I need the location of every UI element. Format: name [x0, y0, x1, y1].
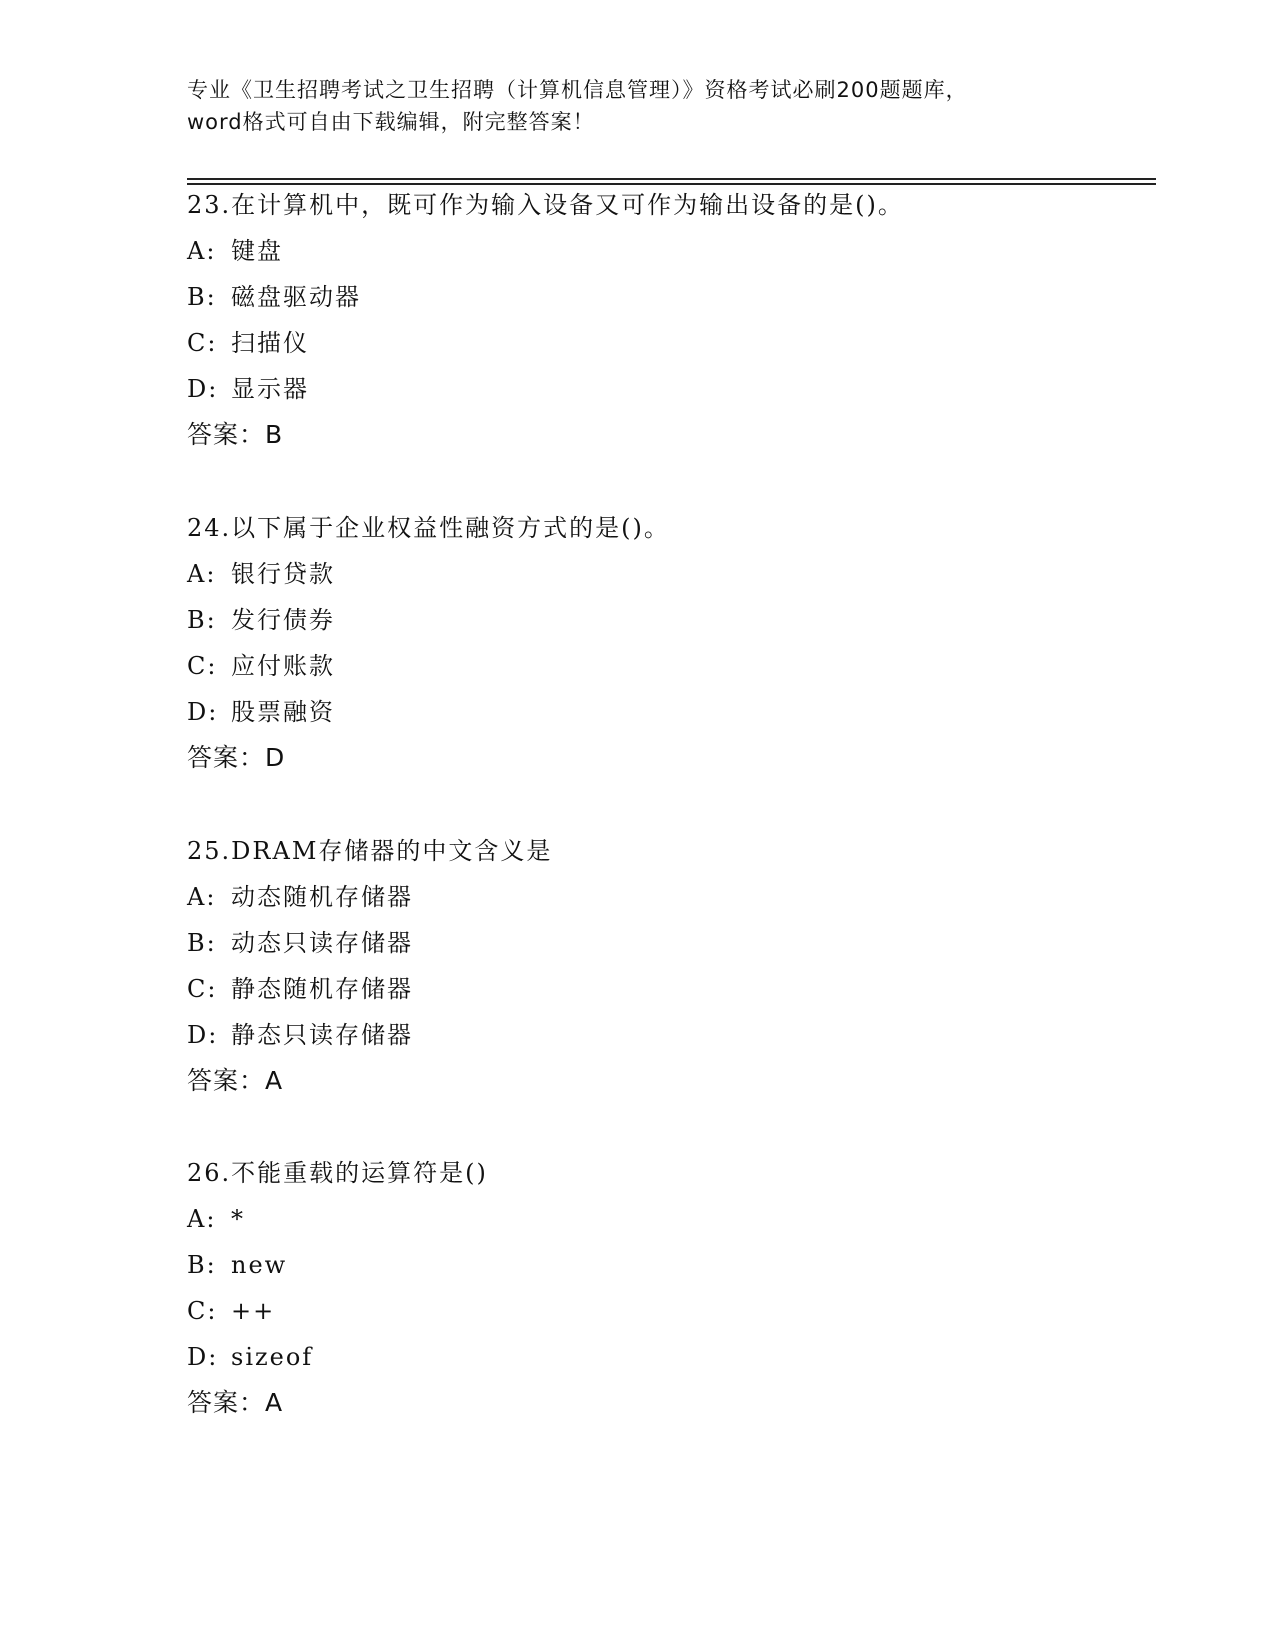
option-c [187, 643, 1147, 689]
option-label: A: [187, 237, 217, 265]
option-text: 键盘 [231, 237, 283, 265]
option-label: C: [187, 975, 218, 1003]
option-label: D: [187, 1021, 219, 1049]
option-label: C: [187, 1297, 218, 1325]
answer-value: A [265, 1066, 284, 1095]
question-text: 25.DRAM存储器的中文含义是 [187, 837, 553, 865]
option-b [187, 274, 1147, 320]
header-line-1: 专业《卫生招聘考试之卫生招聘（计算机信息管理）》资格考试必刷200题题库， [187, 78, 968, 102]
option-text: ++ [231, 1297, 276, 1325]
option-text: new [231, 1251, 288, 1279]
header-divider-top [187, 178, 1156, 180]
answer-value: B [265, 420, 284, 449]
document-header [187, 74, 1087, 138]
question-block [187, 828, 1147, 1104]
answer-line [187, 1380, 1147, 1426]
option-text: 股票融资 [231, 698, 335, 726]
option-c [187, 966, 1147, 1012]
option-label: A: [187, 1205, 217, 1233]
option-text: 应付账款 [231, 652, 335, 680]
option-text: 静态只读存储器 [231, 1021, 413, 1049]
option-label: D: [187, 375, 219, 403]
option-b [187, 597, 1147, 643]
option-d [187, 689, 1147, 735]
answer-label: 答案： [187, 420, 266, 449]
option-b [187, 1242, 1147, 1288]
option-label: D: [187, 698, 219, 726]
option-a [187, 228, 1147, 274]
option-label: A: [187, 883, 217, 911]
question-text: 26.不能重载的运算符是() [187, 1159, 488, 1187]
answer-line [187, 412, 1147, 458]
option-c [187, 320, 1147, 366]
question-block [187, 182, 1147, 458]
option-label: C: [187, 652, 218, 680]
option-text: sizeof [231, 1343, 314, 1371]
header-line-2: word格式可自由下载编辑，附完整答案！ [187, 110, 595, 134]
option-d [187, 1012, 1147, 1058]
option-text: 扫描仪 [231, 329, 309, 357]
option-text: 银行贷款 [231, 560, 335, 588]
answer-value: D [265, 743, 286, 772]
option-text: 静态随机存储器 [231, 975, 413, 1003]
option-label: D: [187, 1343, 219, 1371]
option-a [187, 874, 1147, 920]
answer-label: 答案： [187, 1388, 266, 1417]
option-d [187, 366, 1147, 412]
answer-line [187, 1058, 1147, 1104]
option-text: 动态只读存储器 [231, 929, 413, 957]
answer-line [187, 735, 1147, 781]
option-b [187, 920, 1147, 966]
option-text: * [231, 1205, 245, 1233]
answer-label: 答案： [187, 1066, 266, 1095]
question-block [187, 505, 1147, 781]
question-text: 24.以下属于企业权益性融资方式的是()。 [187, 514, 670, 542]
option-a [187, 551, 1147, 597]
answer-label: 答案： [187, 743, 266, 772]
question-text: 23.在计算机中，既可作为输入设备又可作为输出设备的是()。 [187, 191, 904, 219]
option-label: B: [187, 283, 217, 311]
option-label: B: [187, 606, 217, 634]
question-block [187, 1150, 1147, 1426]
option-text: 显示器 [231, 375, 309, 403]
option-text: 磁盘驱动器 [231, 283, 361, 311]
option-text: 发行债券 [231, 606, 335, 634]
option-c [187, 1288, 1147, 1334]
option-label: C: [187, 329, 218, 357]
option-label: B: [187, 1251, 217, 1279]
option-text: 动态随机存储器 [231, 883, 413, 911]
option-label: B: [187, 929, 217, 957]
option-d [187, 1334, 1147, 1380]
answer-value: A [265, 1388, 284, 1417]
option-a [187, 1196, 1147, 1242]
option-label: A: [187, 560, 217, 588]
